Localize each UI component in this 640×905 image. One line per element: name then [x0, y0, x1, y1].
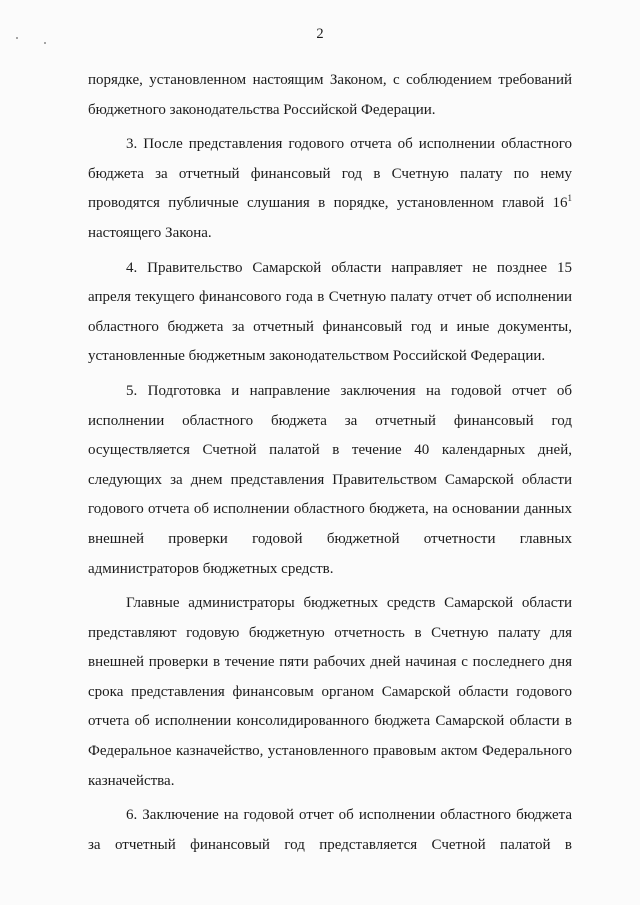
paragraph-item-3-text: 3. После представления годового отчета об исполнении областного бюджета за отчетный финансовый год в Счетную палату по нему проводятся публичные слушания в порядке, установленном главой 16 — [88, 136, 572, 212]
paragraph-item-3 — [88, 130, 572, 248]
paragraph-administrators: Главные администраторы бюджетных средств Самарской области представляют годовую бюджетную отчетность в Счетную палату для внешней проверки в течение пяти рабочих дней начиная с последнего дня срока представления финансовым органом Самарской области годового отчета об исполнении консолидированного бюджета Самарской области в Федеральное казначейство, установленного правовым актом Федерального казначейства. — [88, 595, 572, 789]
paragraph-item-3-tail: настоящего Закона. — [88, 224, 212, 241]
paragraph-item-5: 5. Подготовка и направление заключения на годовой отчет об исполнении областного бюджета за отчетный финансовый год осуществляется Счетной палатой в течение 40 календарных дней, следующих за днем представления Правительством Самарской области годового отчета об исполнении областного бюджета, на основании данных внешней проверки годовой бюджетной отчетности главных администраторов бюджетных средств. — [88, 382, 572, 577]
scan-speck — [44, 42, 46, 44]
page-number: 2 — [316, 26, 324, 42]
document-body — [88, 66, 572, 865]
scan-speck — [16, 37, 18, 39]
chapter-superscript: 1 — [567, 193, 572, 204]
paragraph-item-4: 4. Правительство Самарской области направляет не позднее 15 апреля текущего финансового года в Счетную палату отчет об исполнении областного бюджета за отчетный финансовый год и иные документы, установленные бюджетным законодательством Российской Федерации. — [88, 259, 572, 365]
paragraph-continuation: порядке, установленном настоящим Законом, с соблюдением требований бюджетного законодательства Российской Федерации. — [88, 72, 572, 118]
paragraph-item-6: 6. Заключение на годовой отчет об исполнении областного бюджета за отчетный финансовый год представляется Счетной палатой в — [88, 807, 572, 853]
